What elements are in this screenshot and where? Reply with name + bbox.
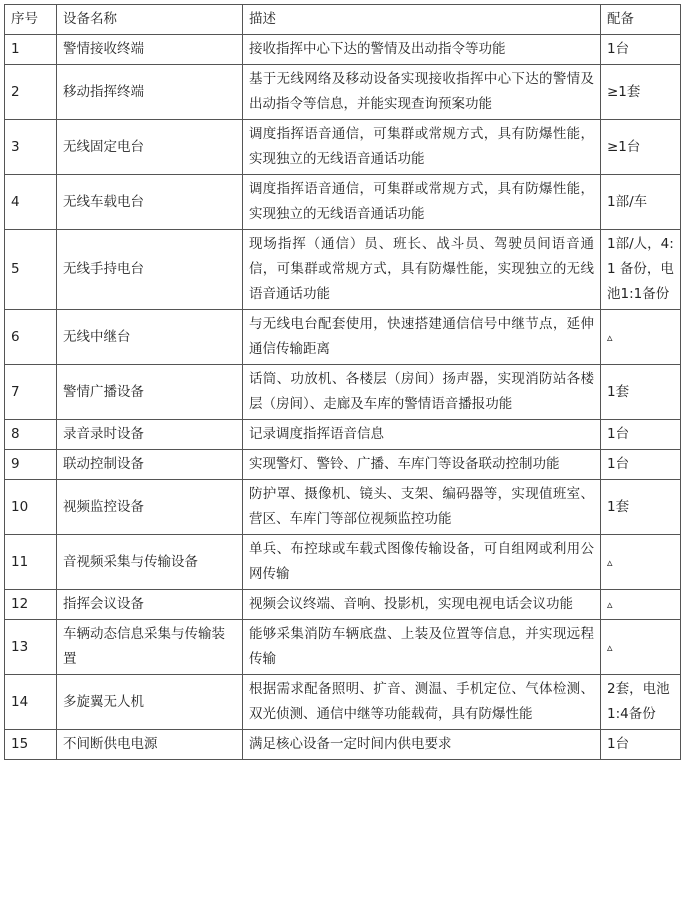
header-desc: 描述 — [243, 5, 601, 35]
table-row — [5, 365, 681, 420]
table-row — [5, 175, 681, 230]
header-name: 设备名称 — [57, 5, 243, 35]
row-name: 指挥会议设备 — [57, 590, 243, 620]
row-name: 联动控制设备 — [57, 450, 243, 480]
row-name: 音视频采集与传输设备 — [57, 535, 243, 590]
row-desc: 现场指挥（通信）员、班长、战斗员、驾驶员间语音通信，可集群或常规方式，具有防爆性能，实现独立的无线语音通话功能 — [243, 230, 601, 310]
table-row — [5, 230, 681, 310]
row-no: 2 — [5, 65, 57, 120]
row-name: 不间断供电电源 — [57, 730, 243, 760]
row-desc: 与无线电台配套使用，快速搭建通信信号中继节点，延伸通信传输距离 — [243, 310, 601, 365]
row-name: 警情广播设备 — [57, 365, 243, 420]
row-no: 13 — [5, 620, 57, 675]
table-row — [5, 120, 681, 175]
row-name: 警情接收终端 — [57, 35, 243, 65]
row-desc: 调度指挥语音通信，可集群或常规方式，具有防爆性能，实现独立的无线语音通话功能 — [243, 175, 601, 230]
row-config: ▵ — [601, 535, 681, 590]
row-no: 11 — [5, 535, 57, 590]
row-name: 移动指挥终端 — [57, 65, 243, 120]
table-row — [5, 310, 681, 365]
row-name: 无线车载电台 — [57, 175, 243, 230]
row-desc: 记录调度指挥语音信息 — [243, 420, 601, 450]
table-row — [5, 35, 681, 65]
row-no: 12 — [5, 590, 57, 620]
row-config: 1台 — [601, 730, 681, 760]
row-name: 无线中继台 — [57, 310, 243, 365]
row-desc: 实现警灯、警铃、广播、车库门等设备联动控制功能 — [243, 450, 601, 480]
row-desc: 单兵、布控球或车载式图像传输设备，可自组网或利用公网传输 — [243, 535, 601, 590]
table-row — [5, 675, 681, 730]
table-row — [5, 730, 681, 760]
row-name: 视频监控设备 — [57, 480, 243, 535]
row-no: 10 — [5, 480, 57, 535]
row-config: 2套，电池1:4备份 — [601, 675, 681, 730]
row-config: 1套 — [601, 480, 681, 535]
row-desc: 接收指挥中心下达的警情及出动指令等功能 — [243, 35, 601, 65]
row-name: 录音录时设备 — [57, 420, 243, 450]
row-desc: 调度指挥语音通信，可集群或常规方式，具有防爆性能，实现独立的无线语音通话功能 — [243, 120, 601, 175]
header-config: 配备 — [601, 5, 681, 35]
row-config: 1台 — [601, 420, 681, 450]
table-row — [5, 480, 681, 535]
row-no: 15 — [5, 730, 57, 760]
row-name: 车辆动态信息采集与传输装置 — [57, 620, 243, 675]
row-name: 多旋翼无人机 — [57, 675, 243, 730]
row-desc: 满足核心设备一定时间内供电要求 — [243, 730, 601, 760]
row-config: 1套 — [601, 365, 681, 420]
row-config: ≥1台 — [601, 120, 681, 175]
row-no: 1 — [5, 35, 57, 65]
row-no: 5 — [5, 230, 57, 310]
row-config: ▵ — [601, 590, 681, 620]
row-config: ▵ — [601, 620, 681, 675]
equipment-table — [4, 4, 681, 760]
table-row — [5, 535, 681, 590]
table-row — [5, 620, 681, 675]
row-no: 3 — [5, 120, 57, 175]
row-desc: 视频会议终端、音响、投影机，实现电视电话会议功能 — [243, 590, 601, 620]
row-config: ▵ — [601, 310, 681, 365]
row-desc: 基于无线网络及移动设备实现接收指挥中心下达的警情及出动指令等信息，并能实现查询预案功能 — [243, 65, 601, 120]
table-row — [5, 420, 681, 450]
row-name: 无线手持电台 — [57, 230, 243, 310]
row-config: 1台 — [601, 35, 681, 65]
row-no: 14 — [5, 675, 57, 730]
row-desc: 话筒、功放机、各楼层（房间）扬声器，实现消防站各楼层（房间）、走廊及车库的警情语音播报功能 — [243, 365, 601, 420]
row-no: 6 — [5, 310, 57, 365]
row-config: ≥1套 — [601, 65, 681, 120]
header-no: 序号 — [5, 5, 57, 35]
row-no: 9 — [5, 450, 57, 480]
row-desc: 根据需求配备照明、扩音、测温、手机定位、气体检测、双光侦测、通信中继等功能载荷，具有防爆性能 — [243, 675, 601, 730]
row-no: 8 — [5, 420, 57, 450]
table-row — [5, 65, 681, 120]
row-no: 7 — [5, 365, 57, 420]
row-desc: 防护罩、摄像机、镜头、支架、编码器等，实现值班室、营区、车库门等部位视频监控功能 — [243, 480, 601, 535]
row-config: 1台 — [601, 450, 681, 480]
row-no: 4 — [5, 175, 57, 230]
row-config: 1部/车 — [601, 175, 681, 230]
row-desc: 能够采集消防车辆底盘、上装及位置等信息，并实现远程传输 — [243, 620, 601, 675]
row-config: 1部/人，4:1 备份，电池1:1备份 — [601, 230, 681, 310]
table-row — [5, 450, 681, 480]
row-name: 无线固定电台 — [57, 120, 243, 175]
header-row — [5, 5, 681, 35]
table-row — [5, 590, 681, 620]
